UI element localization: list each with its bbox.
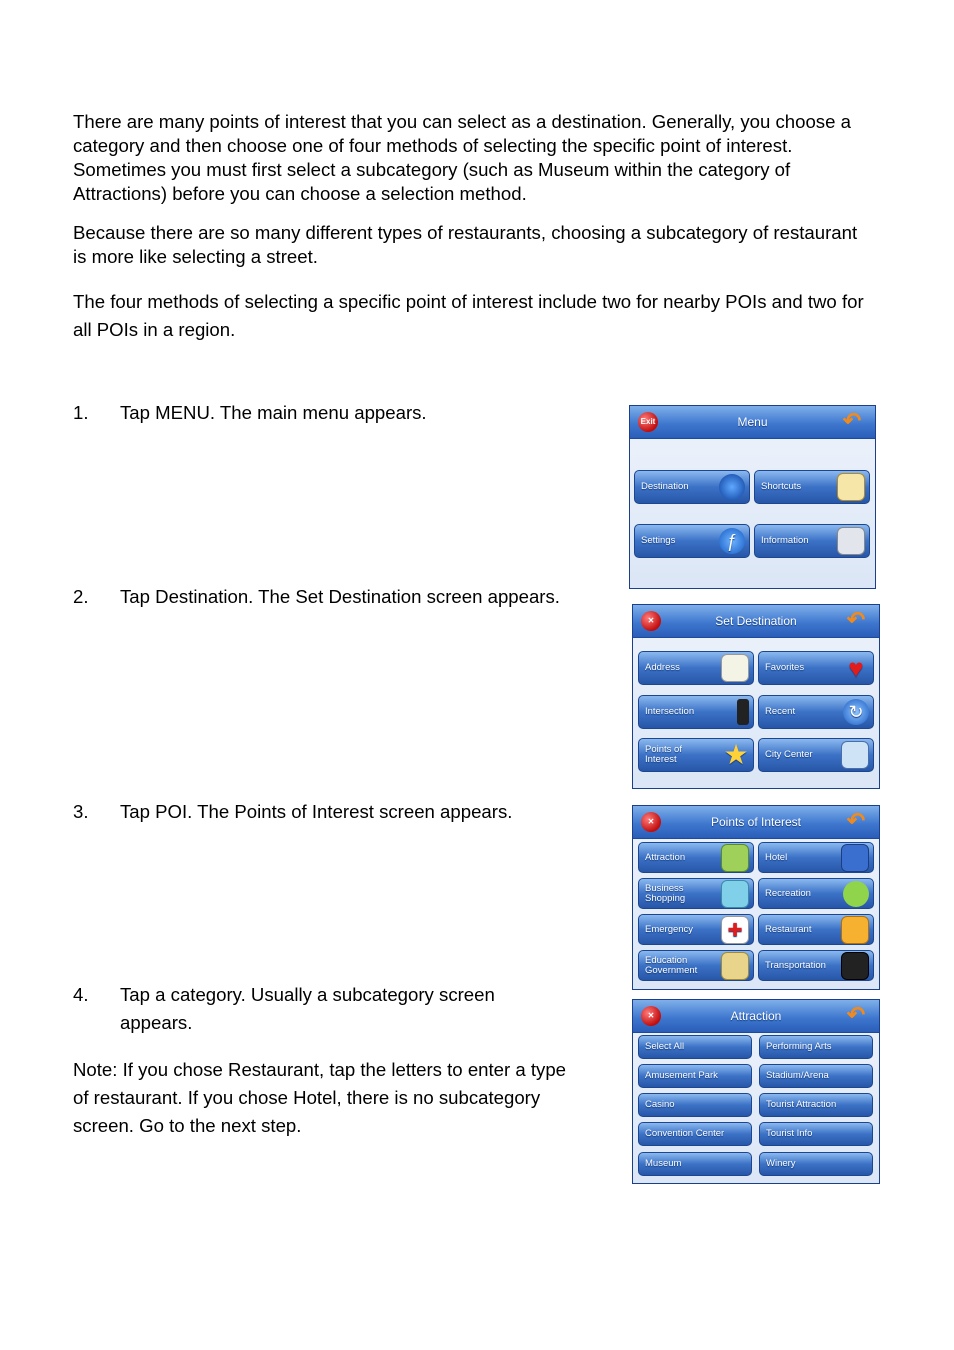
intro-paragraph-2: Because there are so many different types of restaurants, choosing a subcategory of restaurant is more like selecting a street. xyxy=(73,222,858,267)
exit-button[interactable]: Exit xyxy=(638,412,658,432)
satellite-icon xyxy=(837,527,865,555)
globe-icon xyxy=(719,474,745,500)
back-arrow-icon[interactable]: ↶ xyxy=(846,607,866,632)
intro-paragraph-3: The four methods of selecting a specific point of interest include two for nearby POIs and two for all POIs in a region. xyxy=(73,291,864,340)
screen-title: Menu xyxy=(630,406,875,439)
step-number: 4. xyxy=(73,984,89,1005)
recreation-button[interactable]: Recreation xyxy=(758,878,874,909)
points-of-interest-button[interactable]: Points of Interest ★ xyxy=(638,738,754,772)
back-arrow-icon[interactable]: ↶ xyxy=(846,808,866,833)
car-icon xyxy=(841,952,869,980)
settings-button[interactable]: Settings ƒ xyxy=(634,524,750,558)
cup-icon xyxy=(841,916,869,944)
set-destination-screenshot xyxy=(632,604,880,789)
recent-button[interactable]: Recent ↻ xyxy=(758,695,874,729)
step-text: Tap Destination. The Set Destination screen appears. xyxy=(120,586,560,607)
screen-title: Attraction xyxy=(633,1000,879,1033)
convention-center-button[interactable]: Convention Center xyxy=(638,1122,752,1146)
star-icon: ★ xyxy=(723,739,749,770)
close-icon[interactable]: ✕ xyxy=(641,812,661,832)
city-center-button[interactable]: City Center xyxy=(758,738,874,772)
refresh-icon: ↻ xyxy=(843,699,869,725)
screen-title: Set Destination xyxy=(633,605,879,638)
map-icon xyxy=(721,844,749,872)
performing-arts-button[interactable]: Performing Arts xyxy=(759,1035,873,1059)
transportation-button[interactable]: Transportation xyxy=(758,950,874,981)
destination-button[interactable]: Destination xyxy=(634,470,750,504)
winery-button[interactable]: Winery xyxy=(759,1152,873,1176)
step-text: Tap a category. Usually a subcategory screen appears. xyxy=(120,984,495,1033)
amusement-park-button[interactable]: Amusement Park xyxy=(638,1064,752,1088)
points-of-interest-screenshot xyxy=(632,805,880,990)
intro-paragraph-1: There are many points of interest that you can select as a destination. Generally, you choose a category and then choose one of four methods of selecting the specific point of interest. Sometimes you must first select a subcategory (such as Museum within the category of Attractions) before you can choose a selection method. xyxy=(73,111,851,204)
close-icon[interactable]: ✕ xyxy=(641,611,661,631)
education-icon xyxy=(721,952,749,980)
heart-icon: ♥ xyxy=(848,653,864,683)
select-all-button[interactable]: Select All xyxy=(638,1035,752,1059)
attraction-screenshot xyxy=(632,999,880,1184)
museum-button[interactable]: Museum xyxy=(638,1152,752,1176)
hotel-button[interactable]: Hotel xyxy=(758,842,874,873)
business-shopping-button[interactable]: Business Shopping xyxy=(638,878,754,909)
box-icon xyxy=(837,473,865,501)
step-number: 3. xyxy=(73,801,89,822)
close-icon[interactable]: ✕ xyxy=(641,1006,661,1026)
step-number: 2. xyxy=(73,586,89,607)
back-arrow-icon[interactable]: ↶ xyxy=(846,1002,866,1027)
restaurant-button[interactable]: Restaurant xyxy=(758,914,874,945)
address-button[interactable]: Address xyxy=(638,651,754,685)
back-arrow-icon[interactable]: ↶ xyxy=(842,408,862,433)
favorites-button[interactable]: Favorites ♥ xyxy=(758,651,874,685)
step-4 xyxy=(73,981,593,1041)
menu-screenshot xyxy=(629,405,876,589)
screen-title: Points of Interest xyxy=(633,806,879,839)
education-government-button[interactable]: Education Government xyxy=(638,950,754,981)
traffic-light-icon xyxy=(737,699,749,725)
shopping-bag-icon xyxy=(721,880,749,908)
address-card-icon xyxy=(721,654,749,682)
stadium-arena-button[interactable]: Stadium/Arena xyxy=(759,1064,873,1088)
step-text: Tap POI. The Points of Interest screen appears. xyxy=(120,801,513,822)
information-button[interactable]: Information xyxy=(754,524,870,558)
step-text: Tap MENU. The main menu appears. xyxy=(120,402,427,423)
note-paragraph: Note: If you chose Restaurant, tap the letters to enter a type of restaurant. If you chose Hotel, there is no subcategory screen. Go to the next step. xyxy=(73,1059,567,1136)
hotel-icon xyxy=(841,844,869,872)
recreation-icon xyxy=(843,881,869,907)
emergency-button[interactable]: Emergency ✚ xyxy=(638,914,754,945)
tourist-attraction-button[interactable]: Tourist Attraction xyxy=(759,1093,873,1117)
intersection-button[interactable]: Intersection xyxy=(638,695,754,729)
casino-button[interactable]: Casino xyxy=(638,1093,752,1117)
tourist-info-button[interactable]: Tourist Info xyxy=(759,1122,873,1146)
settings-icon: ƒ xyxy=(719,528,745,554)
shortcuts-button[interactable]: Shortcuts xyxy=(754,470,870,504)
attraction-button[interactable]: Attraction xyxy=(638,842,754,873)
first-aid-icon: ✚ xyxy=(721,916,749,944)
city-icon xyxy=(841,741,869,769)
step-number: 1. xyxy=(73,402,89,423)
